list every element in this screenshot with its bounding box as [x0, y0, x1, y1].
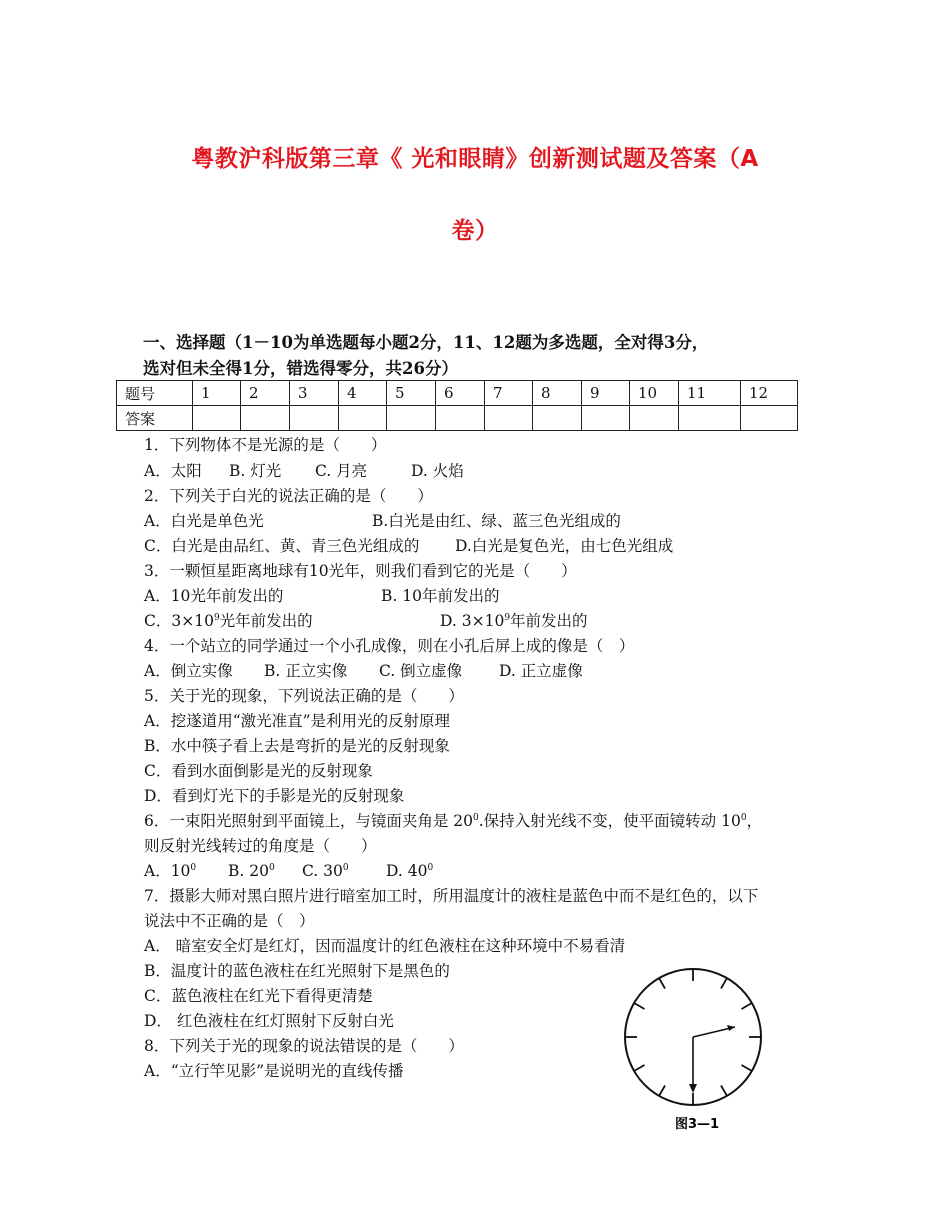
table-cell: 7 — [485, 381, 533, 406]
clock-tick — [721, 978, 727, 988]
answer-cell[interactable] — [533, 406, 582, 431]
question-3-options-ab — [144, 584, 499, 606]
option-b: B. 正立实像 — [264, 662, 348, 680]
table-header-cell: 题号 — [117, 381, 193, 406]
table-cell: 12 — [741, 381, 798, 406]
table-cell: 4 — [339, 381, 387, 406]
question-4-options — [144, 659, 583, 681]
degree-mark: 0 — [740, 813, 747, 823]
question-5-option-a: A．挖遂道用“激光准直”是利用光的反射原理 — [144, 712, 451, 730]
question-6-stem-2: 则反射光线转过的角度是（ ） — [144, 837, 377, 855]
question-2-options-ab — [144, 509, 621, 531]
exponent: 9 — [213, 613, 220, 623]
option-b: B. 10年前发出的 — [381, 587, 500, 605]
option-b: B. 灯光 — [229, 462, 282, 480]
stem-part: ， — [746, 812, 763, 830]
stem-part: 6．一束阳光照射到平面镜上，与镜面夹角是 20 — [144, 812, 474, 830]
option-d-value: D. 40 — [386, 862, 428, 880]
answer-cell[interactable] — [241, 406, 290, 431]
answer-cell[interactable] — [630, 406, 679, 431]
table-cell: 11 — [679, 381, 741, 406]
minute-hand-arrow — [689, 1084, 697, 1093]
question-7-option-a: A． 暗室安全灯是红灯，因而温度计的红色液柱在这种环境中不易看清 — [144, 937, 626, 955]
answer-cell[interactable] — [741, 406, 798, 431]
degree-mark: 0 — [190, 863, 197, 873]
option-c: C. 月亮 — [315, 462, 368, 480]
option-c — [302, 862, 386, 880]
option-b: B.白光是由红、绿、蓝三色光组成的 — [372, 512, 621, 530]
question-7-option-c: C．蓝色液柱在红光下看得更清楚 — [144, 987, 373, 1005]
answer-cell[interactable] — [339, 406, 387, 431]
table-cell: 5 — [387, 381, 436, 406]
exponent: 9 — [504, 613, 511, 623]
question-6-stem — [144, 809, 762, 831]
option-a: A．倒立实像 — [144, 662, 233, 680]
option-d: D.白光是复色光，由七色光组成 — [455, 537, 674, 555]
option-c: C．白光是由品红、黄、青三色光组成的 — [144, 537, 420, 555]
question-5-option-b: B．水中筷子看上去是弯折的是光的反射现象 — [144, 737, 450, 755]
answer-table — [116, 380, 798, 431]
clock-figure — [623, 965, 763, 1135]
option-d: D. 正立虚像 — [499, 662, 583, 680]
option-d: D. 火焰 — [411, 462, 464, 480]
degree-mark: 0 — [342, 863, 349, 873]
question-7-stem-2: 说法中不正确的是（ ） — [144, 912, 315, 930]
answer-cell[interactable] — [436, 406, 485, 431]
question-7-option-d: D． 红色液柱在红灯照射下反射白光 — [144, 1012, 394, 1030]
table-row-answers — [117, 406, 798, 431]
question-5-stem: 5．关于光的现象，下列说法正确的是（ ） — [144, 687, 464, 705]
question-7-option-b: B．温度计的蓝色液柱在红光照射下是黑色的 — [144, 962, 450, 980]
option-c-base: C．3×10 — [144, 612, 214, 630]
stem-part: .保持入射光线不变，使平面镜转动 10 — [478, 812, 741, 830]
option-c-value: C. 30 — [302, 862, 343, 880]
option-a: A．白光是单色光 — [144, 512, 264, 530]
answer-cell[interactable] — [193, 406, 241, 431]
table-cell: 9 — [582, 381, 630, 406]
table-cell: 10 — [630, 381, 679, 406]
section-heading-line1: 一、选择题（1－10为单选题每小题2分，11、12题为多选题，全对得3分， — [143, 333, 709, 352]
question-5-option-d: D．看到灯光下的手影是光的反射现象 — [144, 787, 405, 805]
question-5-option-c: C．看到水面倒影是光的反射现象 — [144, 762, 373, 780]
question-7-stem: 7．摄影大师对黑白照片进行暗室加工时，所用温度计的液柱是蓝色中而不是红色的，以下 — [144, 887, 759, 905]
table-cell: 1 — [193, 381, 241, 406]
question-8-option-a: A．“立行竿见影”是说明光的直线传播 — [144, 1062, 404, 1080]
answer-cell[interactable] — [485, 406, 533, 431]
clock-tick — [659, 978, 665, 988]
degree-mark: 0 — [427, 863, 434, 873]
section-heading-line2: 选对但未全得1分，错选得零分，共26分） — [143, 359, 458, 378]
question-6-options — [144, 859, 433, 881]
clock-tick — [634, 1003, 644, 1009]
option-b-value: B. 20 — [228, 862, 269, 880]
table-row-numbers — [117, 381, 798, 406]
table-cell: 2 — [241, 381, 290, 406]
question-2-stem: 2．下列关于白光的说法正确的是（ ） — [144, 487, 433, 505]
clock-tick — [659, 1085, 665, 1095]
table-cell: 8 — [533, 381, 582, 406]
question-2-options-cd — [144, 534, 673, 556]
degree-mark: 0 — [268, 863, 275, 873]
option-b — [228, 862, 302, 880]
answer-cell[interactable] — [290, 406, 339, 431]
answer-cell[interactable] — [387, 406, 436, 431]
question-1-options — [144, 459, 464, 481]
degree-mark: 0 — [473, 813, 479, 823]
option-a: A．10光年前发出的 — [144, 587, 284, 605]
clock-tick — [741, 1065, 751, 1071]
option-a-value: A．10 — [144, 862, 191, 880]
document-title-line1: 粤教沪科版第三章《 光和眼睛》创新测试题及答案（A — [191, 146, 759, 172]
option-c — [144, 609, 440, 631]
option-d — [440, 612, 588, 630]
question-8-stem: 8．下列关于光的现象的说法错误的是（ ） — [144, 1037, 464, 1055]
option-a: A．太阳 — [144, 462, 202, 480]
clock-tick — [741, 1003, 751, 1009]
question-1-stem: 1．下列物体不是光源的是（ ） — [144, 436, 387, 454]
answer-cell[interactable] — [582, 406, 630, 431]
document-title-line2: 卷） — [451, 218, 499, 244]
option-d — [386, 862, 433, 880]
option-d-base: D. 3×10 — [440, 612, 505, 630]
figure-caption: 图3—1 — [675, 1117, 720, 1132]
option-a — [144, 859, 228, 881]
option-c-rest: 光年前发出的 — [219, 612, 313, 630]
table-header-cell: 答案 — [117, 406, 193, 431]
clock-tick — [634, 1065, 644, 1071]
table-cell: 3 — [290, 381, 339, 406]
option-d-rest: 年前发出的 — [510, 612, 588, 630]
answer-cell[interactable] — [679, 406, 741, 431]
question-4-stem: 4．一个站立的同学通过一个小孔成像，则在小孔后屏上成的像是（ ） — [144, 637, 635, 655]
question-3-options-cd — [144, 609, 588, 631]
question-3-stem: 3．一颗恒星距离地球有10光年，则我们看到它的光是（ ） — [144, 562, 577, 580]
option-c: C. 倒立虚像 — [379, 662, 463, 680]
clock-tick — [721, 1085, 727, 1095]
table-cell: 6 — [436, 381, 485, 406]
